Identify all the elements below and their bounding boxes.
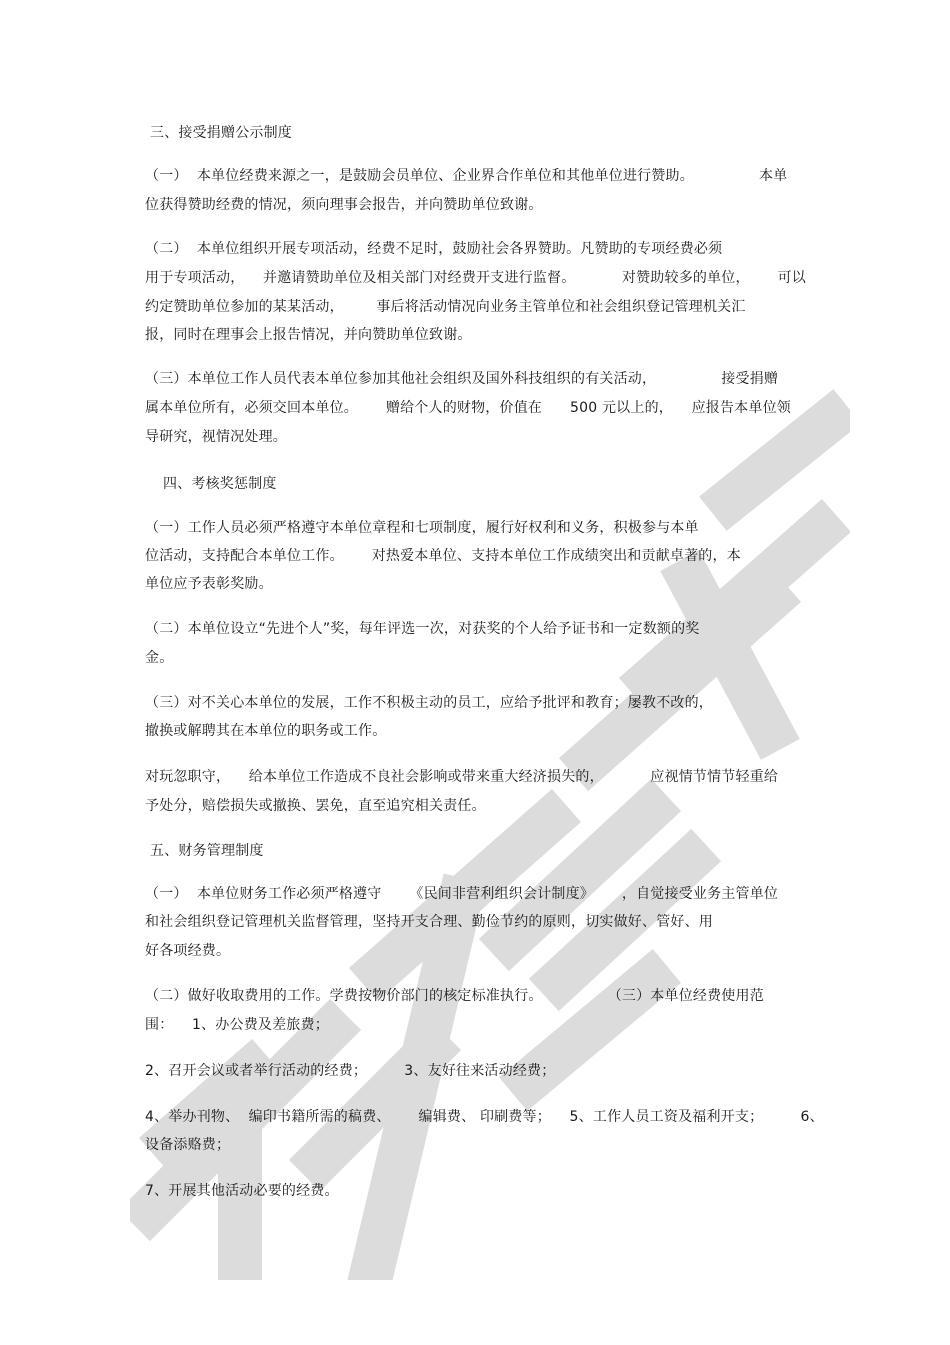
paragraph-line: 和社会组织登记管理机关监督管理，坚持开支合理、勤俭节约的原则，切实做好、管好、用 xyxy=(145,914,713,930)
section-heading: 四、考核奖惩制度 xyxy=(163,476,277,492)
paragraph-line: 对玩忽职守， 给本单位工作造成不良社会影响或带来重大经济损失的， 应视情节情节轻重给 xyxy=(145,769,779,785)
paragraph-line: （一）工作人员必须严格遵守本单位章程和七项制度，履行好权利和义务，积极参与本单 xyxy=(145,520,699,536)
paragraph-line: 围： 1、办公费及差旅费； xyxy=(145,1017,329,1033)
paragraph-line: 位获得赞助经费的情况，须向理事会报告，并向赞助单位致谢。 xyxy=(145,197,543,213)
paragraph-line: （一） 本单位经费来源之一，是鼓励会员单位、企业界合作单位和其他单位进行赞助。 本单 xyxy=(145,168,788,184)
paragraph-line: （二）做好收取费用的工作。学费按物价部门的核定标准执行。 （三）本单位经费使用范 xyxy=(145,988,764,1004)
paragraph-line: 约定赞助单位参加的某某活动， 事后将活动情况向业务主管单位和社会组织登记管理机关汇 xyxy=(145,299,746,315)
section-heading: 三、接受捐赠公示制度 xyxy=(150,125,292,141)
paragraph-line: 好各项经费。 xyxy=(145,943,231,959)
paragraph-line: （三）对不关心本单位的发展，工作不积极主动的员工，应给予批评和教育；屡教不改的， xyxy=(145,695,713,711)
paragraph-line: 2、召开会议或者举行活动的经费； 3、友好往来活动经费； xyxy=(145,1063,556,1079)
paragraph-line: 单位应予表彰奖励。 xyxy=(145,576,273,592)
paragraph-line: （二） 本单位组织开展专项活动，经费不足时，鼓励社会各界赞助。凡赞助的专项经费必须 xyxy=(145,241,723,257)
paragraph-line: 导研究，视情况处理。 xyxy=(145,429,287,445)
paragraph-line: 用于专项活动， 并邀请赞助单位及相关部门对经费开支进行监督。 对赞助较多的单位， 可以 xyxy=(145,270,807,286)
paragraph-line: 撤换或解聘其在本单位的职务或工作。 xyxy=(145,723,387,739)
paragraph-line: 报，同时在理事会上报告情况，并向赞助单位致谢。 xyxy=(145,327,472,343)
paragraph-line: 4、举办刊物、 编印书籍所需的稿费、 编辑费、 印刷费等； 5、工作人员工资及福利开支； 6、 xyxy=(145,1109,824,1125)
paragraph-line: 位活动，支持配合本单位工作。 对热爱本单位、支持本单位工作成绩突出和贡献卓著的，本 xyxy=(145,548,741,564)
paragraph-line: 金。 xyxy=(145,650,174,666)
section-heading: 五、财务管理制度 xyxy=(150,843,264,859)
paragraph-line: 属本单位所有，必须交回本单位。 赠给个人的财物，价值在 500 元以上的， 应报告本单位领 xyxy=(145,400,791,416)
paragraph-line: 设备添赂费； xyxy=(145,1137,231,1153)
paragraph-line: 7、开展其他活动必要的经费。 xyxy=(145,1183,339,1199)
paragraph-line: 予处分，赔偿损失或撤换、罢免，直至追究相关责任。 xyxy=(145,798,486,814)
paragraph-line: （一） 本单位财务工作必须严格遵守 《民间非营利组织会计制度》 ，自觉接受业务主管单位 xyxy=(145,886,779,902)
paragraph-line: （二）本单位设立“先进个人”奖，每年评选一次，对获奖的个人给予证书和一定数额的奖 xyxy=(145,621,700,637)
paragraph-line: （三）本单位工作人员代表本单位参加其他社会组织及国外科技组织的有关活动， 接受捐赠 xyxy=(145,371,779,387)
